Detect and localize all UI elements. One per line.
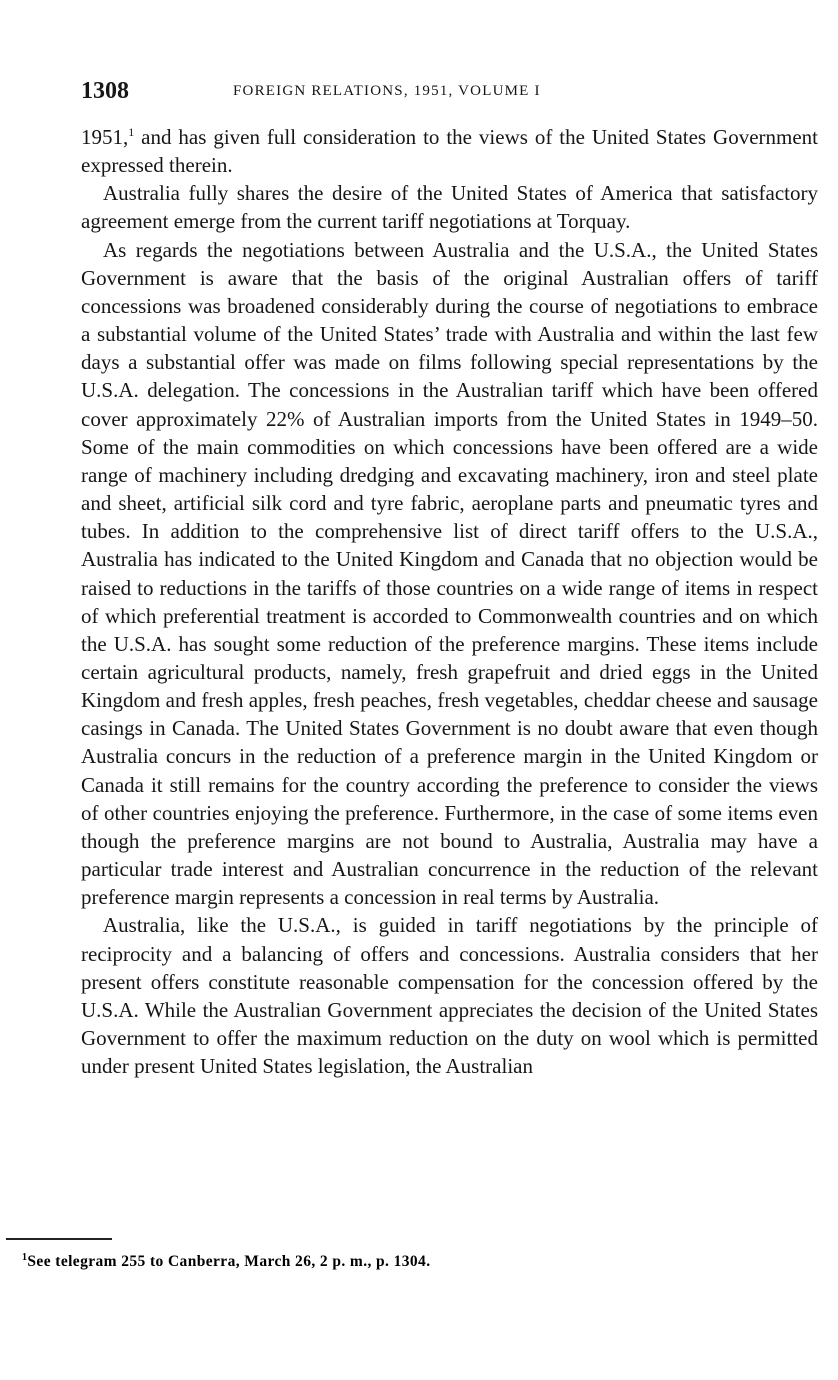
footnote bbox=[22, 1253, 430, 1271]
footnote-marker: 1 bbox=[22, 1251, 28, 1263]
paragraph-text: 1951, bbox=[81, 125, 129, 149]
running-title: FOREIGN RELATIONS, 1951, VOLUME I bbox=[233, 83, 541, 99]
paragraph: Australia, like the U.S.A., is guided in tariff negotiations by the principle of reciprocity and a balancing of offers and concessions. Australia considers that her present offers constitute reasonable compensation for the concession offered by the U.S.A. While the Australian Government appreciates the decision of the United States Government to offer the maximum reduction on the duty on wool which is permitted under present United States legislation, the Australian bbox=[81, 913, 818, 1079]
footnote-reference: 1 bbox=[128, 125, 135, 139]
paragraph: Australia fully shares the desire of the United States of America that satisfactory agreement emerge from the current tariff negotiations at Torquay. bbox=[81, 181, 818, 234]
footnote-divider bbox=[6, 1238, 112, 1240]
paragraph-continuation bbox=[81, 123, 818, 179]
paragraph-text: and has given full consideration to the views of the United States Government expressed therein. bbox=[81, 125, 818, 178]
footnote-text: See telegram 255 to Canberra, March 26, 2 p. m., p. 1304. bbox=[27, 1253, 431, 1270]
paragraph: As regards the negotiations between Australia and the U.S.A., the United States Government is aware that the basis of the original Australian offers of tariff concessions was broadened considerably during the course of negotiations to embrace a substantial volume of the United States’ trade with Australia and within the last few days a substantial offer was made on films following special representations by the U.S.A. delegation. The concessions in the Australian tariff which have been offered cover approximately 22% of Australian imports from the United States in 1949–50. Some of the main commodities on which concessions have been offered are a wide range of machinery including dredging and excavating machinery, iron and steel plate and sheet, artificial silk cord and tyre fabric, aeroplane parts and pneumatic tyres and tubes. In addition to the comprehensive list of direct tariff offers to the U.S.A., Australia has indicated to the United Kingdom and Canada that no objection would be raised to reductions in the tariffs of those countries on a wide range of items in respect of which preferential treatment is accorded to Commonwealth countries and on which the U.S.A. has sought some reduction of the preference margins. These items include certain agricultural products, namely, fresh grapefruit and dried eggs in the United Kingdom and fresh apples, fresh peaches, fresh vegetables, cheddar cheese and sausage casings in Canada. The United States Government is no doubt aware that even though Australia concurs in the reduction of a preference margin in the United Kingdom or Canada it still remains for the country according the preference to consider the views of other countries enjoying the preference. Furthermore, in the case of some items even though the preference margins are not bound to Australia, Australia may have a particular trade interest and Australian concurrence in the reduction of the relevant preference margin represents a concession in real terms by Australia. bbox=[81, 237, 818, 910]
body-text bbox=[81, 123, 818, 1080]
page-number: 1308 bbox=[81, 78, 129, 104]
document-page bbox=[81, 70, 818, 1080]
page-header bbox=[81, 70, 818, 110]
